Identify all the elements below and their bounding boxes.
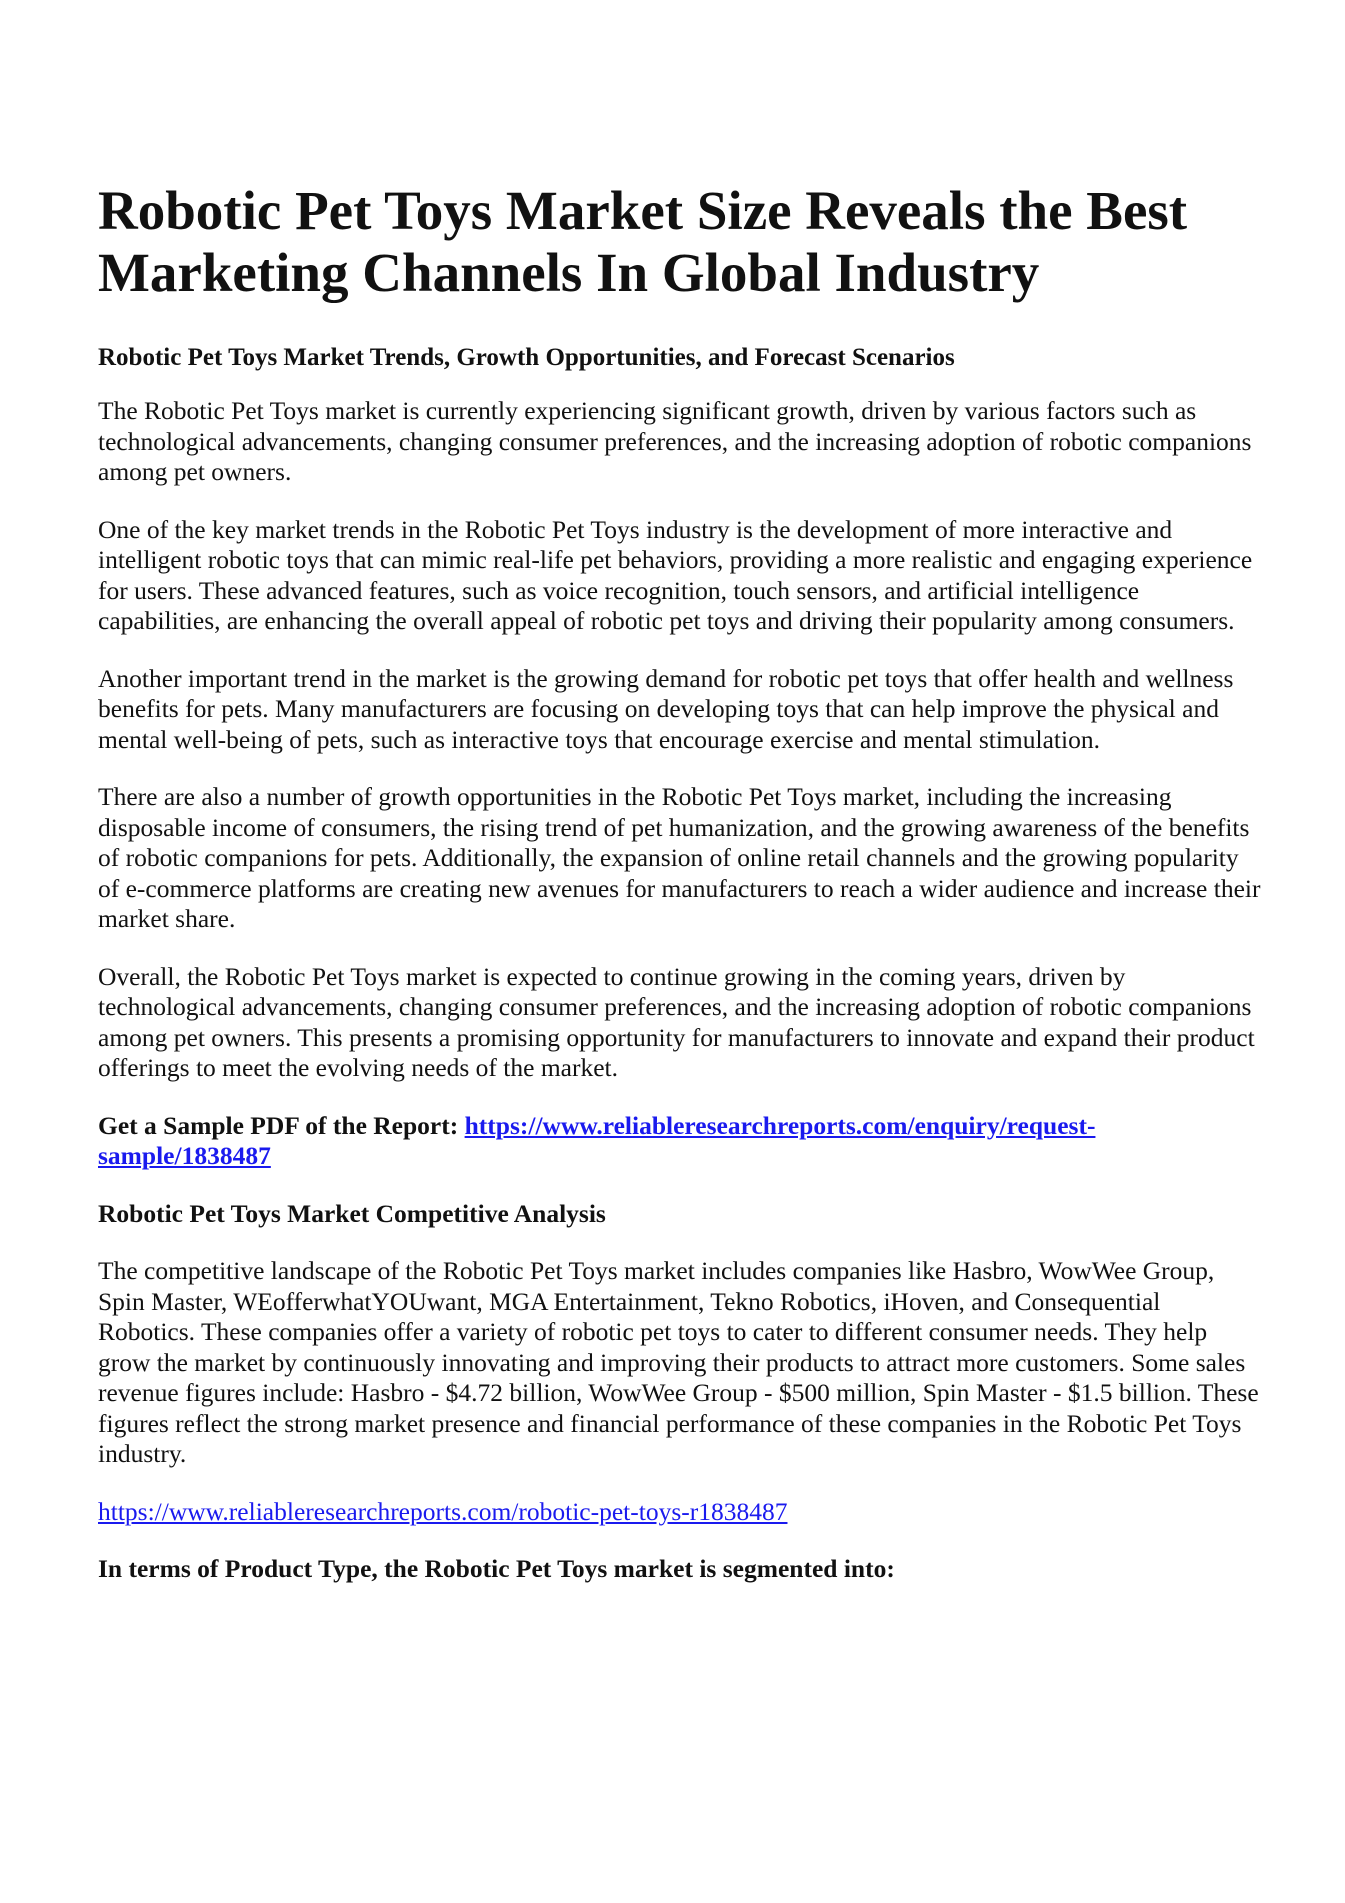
page-title: Robotic Pet Toys Market Size Reveals the Best Marketing Channels In Global Industry — [98, 180, 1188, 303]
paragraph-4: There are also a number of growth opportunities in the Robotic Pet Toys market, including the increasing disposable income of consumers, the rising trend of pet humanization, and the growing awareness of the benefits of robotic companions for pets. Additionally, the expansion of online retail channels and the growing popularity of e-commerce platforms are creating new avenues for manufacturers to reach a wider audience and increase their market share. — [98, 782, 1261, 933]
paragraph-5: Overall, the Robotic Pet Toys market is expected to continue growing in the coming years, driven by technological advancements, changing consumer preferences, and the increasing adoption of robotic companions among pet owners. This presents a promising opportunity for manufacturers to innovate and expand their product offerings to meet the evolving needs of the market. — [98, 961, 1255, 1082]
paragraph-2: One of the key market trends in the Robotic Pet Toys industry is the development of more interactive and intelligent robotic toys that can mimic real-life pet behaviors, providing a more realistic and engaging experience for users. These advanced features, such as voice recognition, touch sensors, and artificial intelligence capabilities, are enhancing the overall appeal of robotic pet toys and driving their popularity among consumers. — [98, 514, 1253, 635]
paragraph-3: Another important trend in the market is the growing demand for robotic pet toys that offer health and wellness benefits for pets. Many manufacturers are focusing on developing toys that can help improve the physical and mental well-being of pets, such as interactive toys that encourage exercise and mental stimulation. — [98, 663, 1234, 754]
report-link[interactable]: https://www.reliableresearchreports.com/robotic-pet-toys-r1838487 — [98, 1496, 788, 1526]
report-link-line — [98, 1497, 1263, 1528]
section-subtitle: Robotic Pet Toys Market Trends, Growth Opportunities, and Forecast Scenarios — [98, 344, 955, 371]
sample-pdf-line — [98, 1111, 1263, 1172]
paragraph-1: The Robotic Pet Toys market is currently experiencing significant growth, driven by various factors such as technological advancements, changing consumer preferences, and the increasing adoption of robotic companions among pet owners. — [98, 396, 1252, 486]
document-page — [98, 180, 1263, 1612]
product-type-heading: In terms of Product Type, the Robotic Pet Toys market is segmented into: — [98, 1554, 895, 1583]
competitive-analysis-heading: Robotic Pet Toys Market Competitive Analysis — [98, 1198, 606, 1228]
sample-pdf-label: Get a Sample PDF of the Report: — [98, 1110, 465, 1140]
competitive-paragraph: The competitive landscape of the Robotic Pet Toys market includes companies like Hasbro, WowWee Group, Spin Master, WEofferwhatYOUwant, MGA Entertainment, Tekno Robotics, iHoven, and Consequential Robotics. These companies offer a variety of robotic pet toys to cater to different consumer needs. They help grow the market by continuously innovating and improving their products to attract more customers. Some sales revenue figures include: Hasbro - $4.72 billion, WowWee Group - $500 million, Spin Master - $1.5 billion. These figures reflect the strong market presence and financial performance of these companies in the Robotic Pet Toys industry. — [98, 1256, 1259, 1468]
sample-pdf-link[interactable]: https://www.reliableresearchreports.com/enquiry/request-sample/1838487 — [98, 1110, 1096, 1170]
